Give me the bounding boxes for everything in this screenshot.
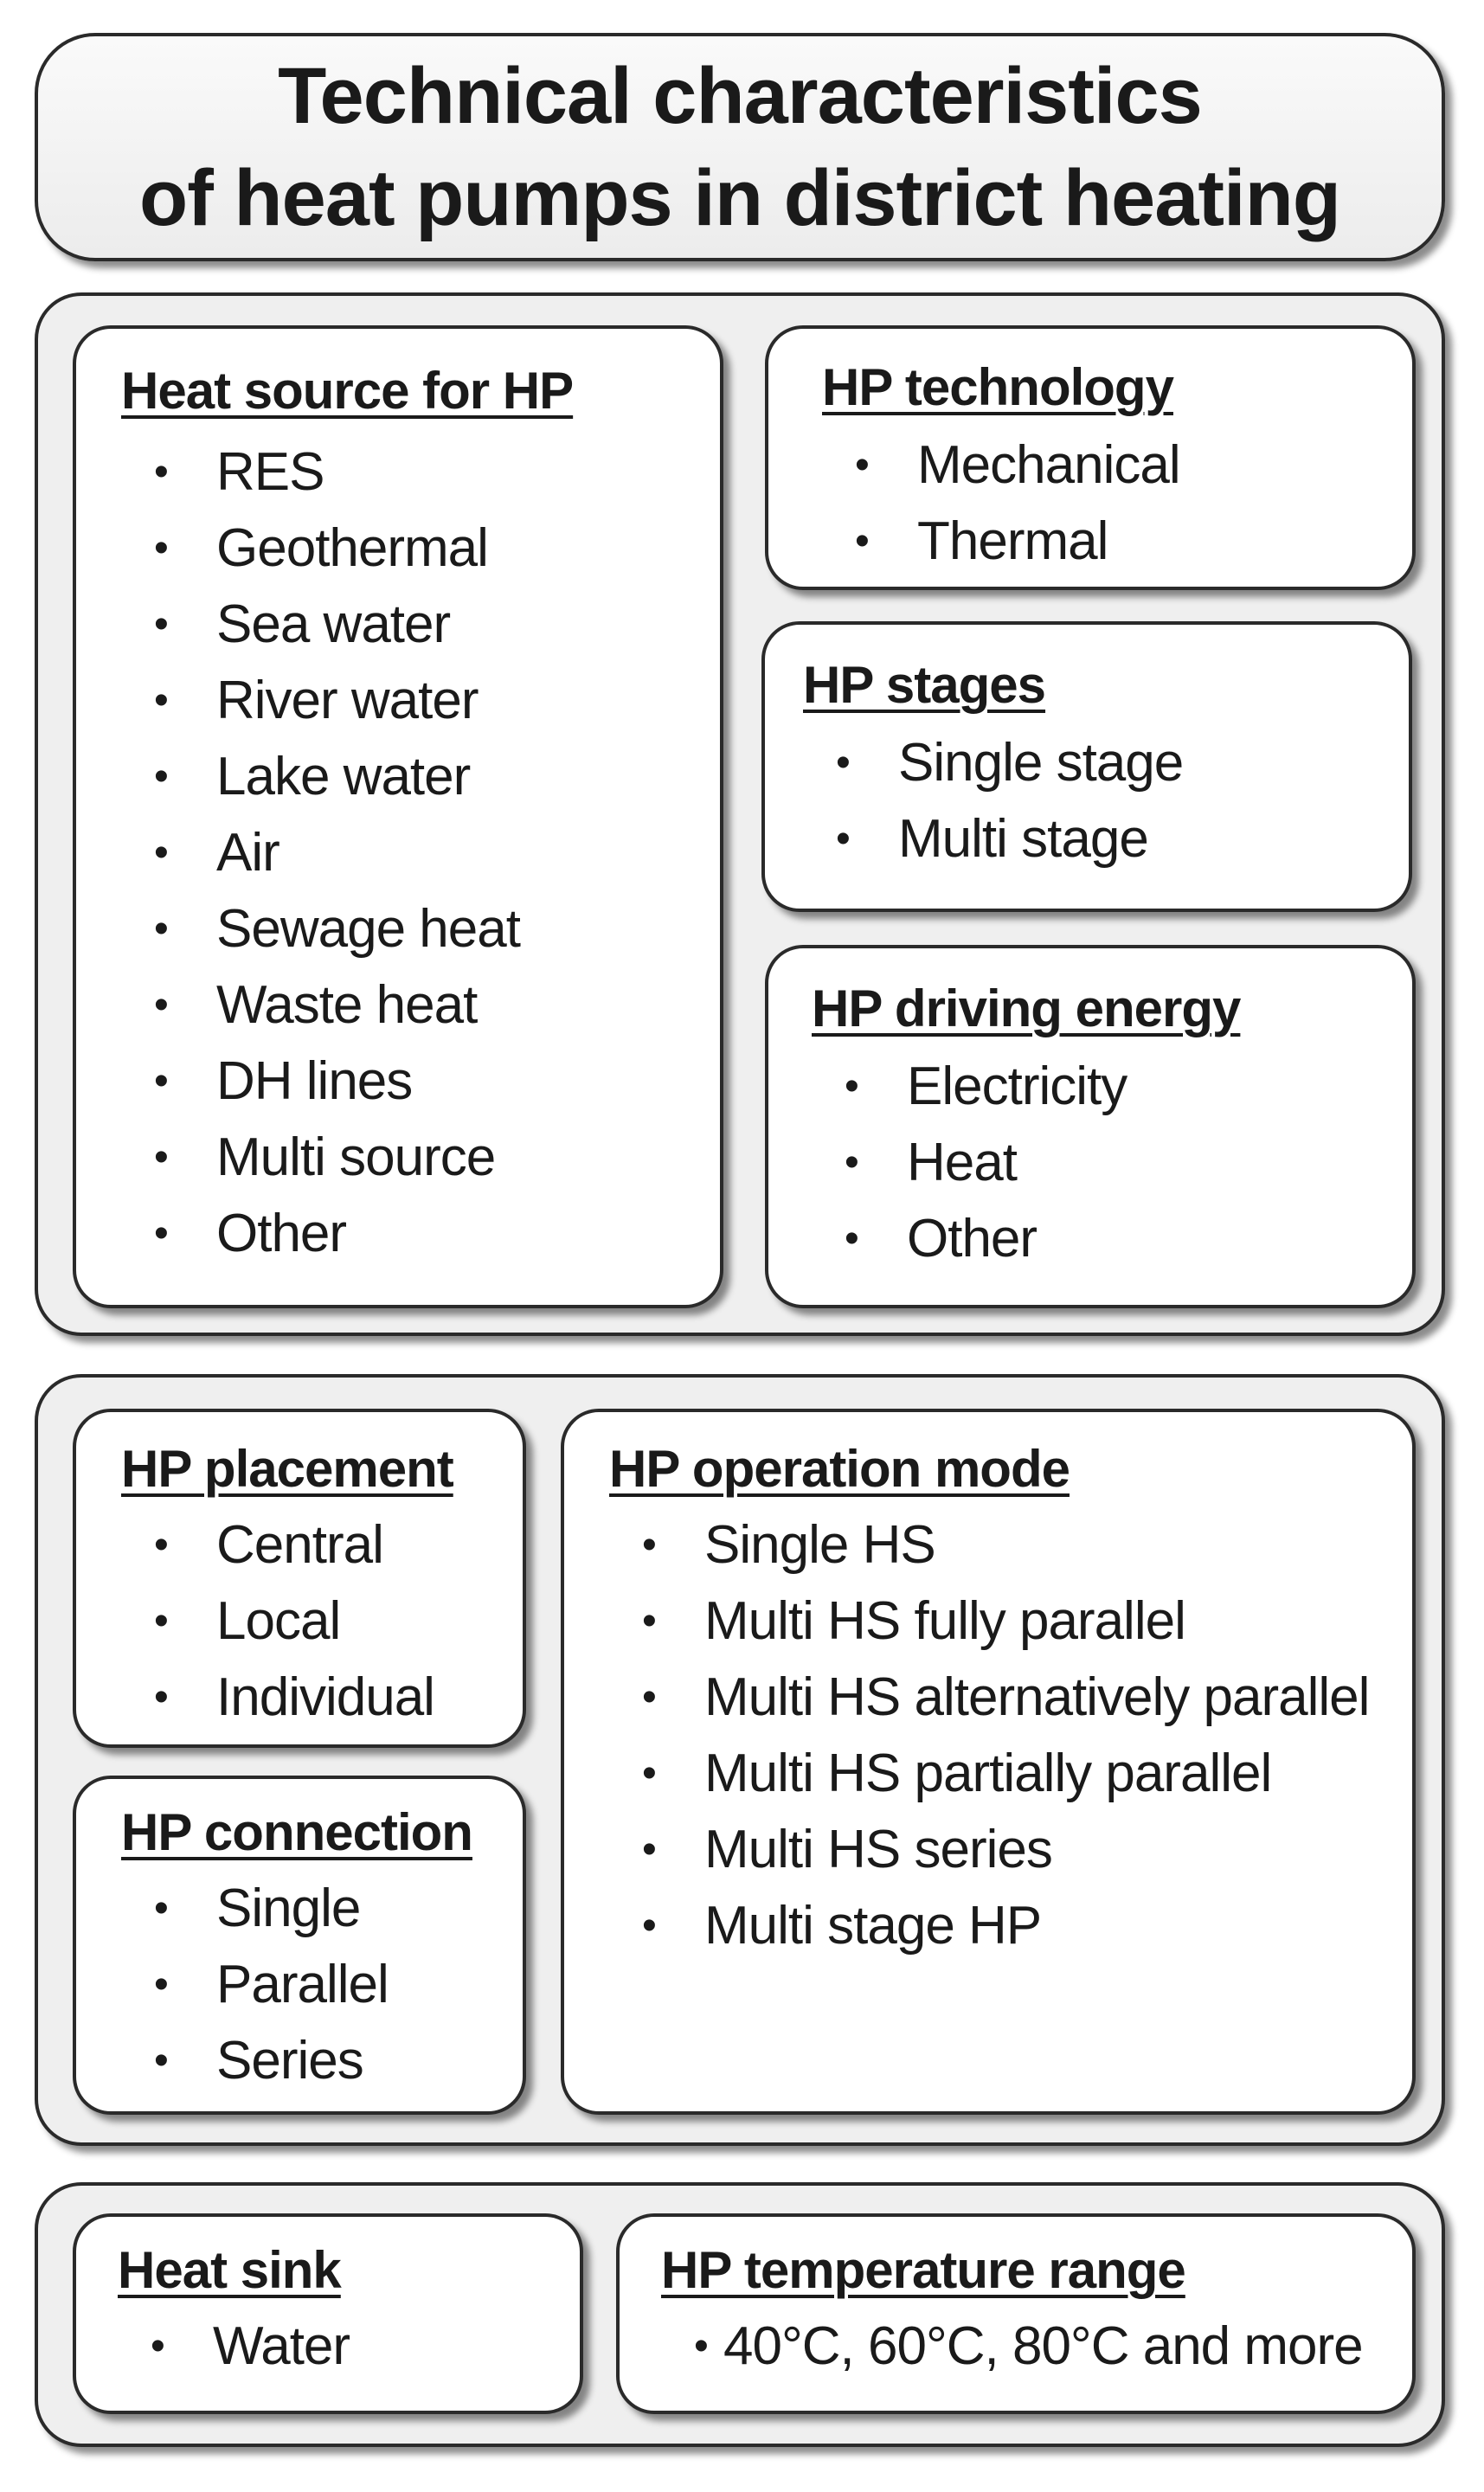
list-item: • Single [121,1871,523,1947]
list-item: • Multi HS alternatively parallel [609,1660,1412,1736]
hp-technology-heading: HP technology [822,358,1173,416]
hp-placement-list [121,1507,523,1736]
list-item: • Parallel [121,1947,523,2023]
list-item: • Individual [121,1660,523,1736]
list-item: • Other [121,1196,720,1272]
list-item: • Multi stage [803,801,1409,877]
hp-operation-mode-list [609,1507,1412,1964]
hp-temperature-range-list [661,2309,1412,2385]
card-hp-connection [73,1776,526,2115]
list-item: • Multi HS partially parallel [609,1736,1412,1812]
list-item: • Single HS [609,1507,1412,1583]
card-hp-placement [73,1409,526,1748]
hp-temperature-range-heading: HP temperature range [661,2241,1185,2299]
list-item: • Central [121,1507,523,1583]
list-item: • Multi source [121,1120,720,1196]
list-item: • RES [121,434,720,511]
card-heat-sink [73,2213,583,2414]
hp-technology-list [822,427,1412,580]
heat-sink-heading: Heat sink [118,2241,341,2299]
list-item: • Electricity [812,1049,1412,1125]
title-line-1: Technical characteristics [278,52,1202,140]
card-hp-operation-mode [561,1409,1416,2115]
list-item: • Series [121,2023,523,2099]
list-item: • Water [118,2309,580,2385]
list-item: • Single stage [803,725,1409,801]
list-item: • Waste heat [121,967,720,1044]
hp-driving-energy-list [812,1049,1412,1277]
list-item: • DH lines [121,1044,720,1120]
hp-connection-heading: HP connection [121,1803,472,1861]
list-item: • Multi stage HP [609,1888,1412,1964]
hp-placement-heading: HP placement [121,1440,453,1498]
hp-driving-energy-heading: HP driving energy [812,979,1241,1037]
diagram-title-box [35,33,1445,261]
list-item: • Lake water [121,739,720,815]
title-line-2: of heat pumps in district heating [139,154,1340,242]
list-item: • Local [121,1583,523,1660]
hp-operation-mode-heading: HP operation mode [609,1440,1070,1498]
list-item: • Heat [812,1125,1412,1201]
list-item: • Air [121,815,720,891]
list-item: • 40°C, 60°C, 80°C and more [661,2309,1412,2385]
card-hp-temperature-range [616,2213,1416,2414]
list-item: • Other [812,1201,1412,1277]
card-hp-driving-energy [765,945,1416,1308]
heat-sink-list [118,2309,580,2385]
list-item: • Geothermal [121,511,720,587]
list-item: • Thermal [822,504,1412,580]
heat-source-heading: Heat source for HP [121,362,574,420]
hp-connection-list [121,1871,523,2099]
list-item: • Sea water [121,587,720,663]
hp-stages-list [803,725,1409,877]
hp-stages-heading: HP stages [803,656,1046,714]
list-item: • Multi HS series [609,1812,1412,1888]
list-item: • River water [121,663,720,739]
list-item: • Mechanical [822,427,1412,504]
list-item: • Sewage heat [121,891,720,967]
heat-source-list [121,434,720,1272]
card-heat-source [73,325,723,1308]
card-hp-stages [761,621,1412,912]
card-hp-technology [765,325,1416,590]
list-item: • Multi HS fully parallel [609,1583,1412,1660]
